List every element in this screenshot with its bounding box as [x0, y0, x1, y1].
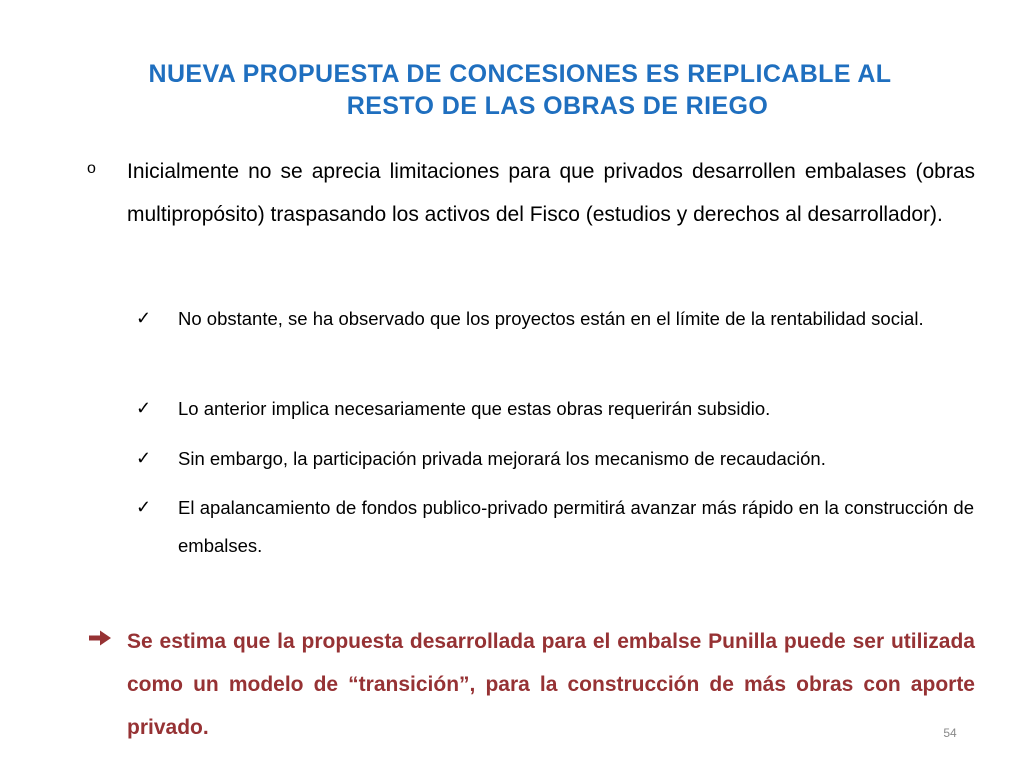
main-bullet-text: Inicialmente no se aprecia limitaciones para que privados desarrollen embalases (obras multipropósito) traspasando los activos del Fisco (estudios y derechos al desarrollador). [127, 160, 975, 226]
check-list-item-text: Sin embargo, la participación privada mejorará los mecanismo de recaudación. [178, 448, 826, 469]
check-list-item-text: Lo anterior implica necesariamente que estas obras requerirán subsidio. [178, 398, 771, 419]
conclusion-text: Se estima que la propuesta desarrollada para el embalse Punilla puede ser utilizada como un modelo de “transición”, para la construcción de más obras con aporte privado. [127, 630, 975, 739]
right-arrow-icon [87, 629, 113, 647]
checkmark-icon: ✓ [136, 448, 152, 468]
checkmark-icon: ✓ [136, 497, 152, 517]
check-list-item [136, 390, 974, 428]
slide-title-line-1: NUEVA PROPUESTA DE CONCESIONES ES REPLICABLE AL [148, 60, 892, 88]
main-bullet-item [87, 150, 975, 236]
hollow-circle-bullet-icon: o [87, 160, 96, 177]
checkmark-icon: ✓ [136, 398, 152, 418]
page-number: 54 [943, 726, 957, 740]
slide-title-line-2: RESTO DE LAS OBRAS DE RIEGO [346, 92, 769, 120]
checkmark-icon: ✓ [136, 308, 152, 328]
check-list-item-text: No obstante, se ha observado que los proyectos están en el límite de la rentabilidad social. [178, 308, 924, 329]
conclusion-item [87, 620, 975, 749]
check-list-item [136, 489, 974, 565]
check-list-item [136, 440, 974, 478]
check-list-item [136, 300, 974, 338]
slide-title [40, 58, 1000, 122]
check-list-item-text: El apalancamiento de fondos publico-privado permitirá avanzar más rápido en la construcción de embalses. [178, 497, 974, 556]
